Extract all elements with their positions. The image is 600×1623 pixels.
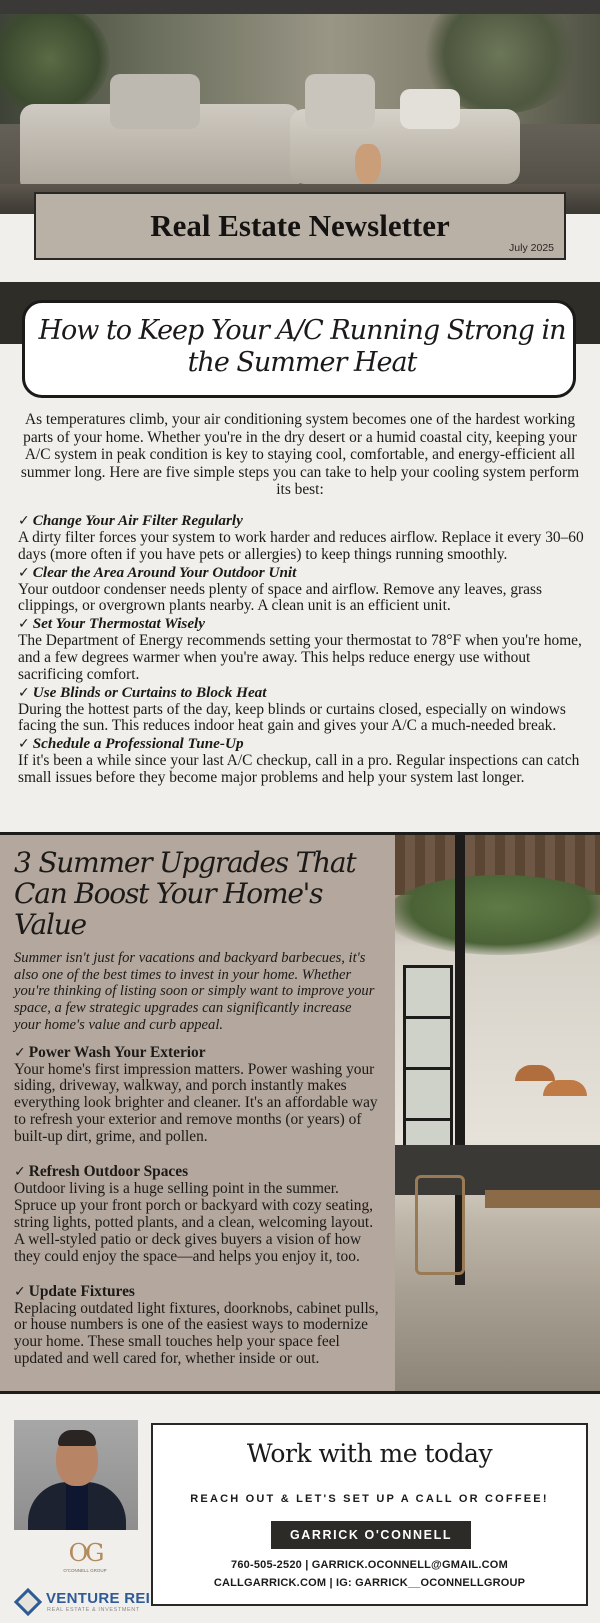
contact-subheading: REACH OUT & LET'S SET UP A CALL OR COFFEE! (190, 1493, 549, 1505)
checkmark-icon: ✓ (18, 616, 30, 633)
article2-title: 3 Summer Upgrades That Can Boost Your Home's Value (14, 846, 356, 941)
article1-intro: As temperatures climb, your air conditioning system becomes one of the hardest working parts of your home. Whether you're in the dry desert or a humid coastal city, keeping your A/C system in peak condition is key to staying cool, comfortable, and energy-efficient all summer long. Here are five simple steps you can take to help your cooling system perform its best: (20, 411, 580, 499)
tip-text: The Department of Energy recommends setting your thermostat to 78°F when you're home, and a few degrees warmer when you're away. This helps reduce energy use without sacrificing comfort. (18, 632, 582, 683)
tip-heading: Clear the Area Around Your Outdoor Unit (32, 563, 297, 581)
agent-name-button[interactable]: GARRICK O'CONNELL (271, 1521, 471, 1549)
tip-text: Your outdoor condenser needs plenty of space and airflow. Remove any leaves, grass clippings, or overgrown plants nearby. A clean unit is an efficient unit. (18, 580, 542, 615)
ac-tips-list (18, 512, 584, 787)
contact-phone-email[interactable]: 760-505-2520 | GARRICK.OCONNELL@GMAIL.COM (231, 1559, 508, 1571)
venture-rei-logo (18, 1590, 163, 1618)
og-logo-text: O'CONNELL GROUP (63, 1568, 107, 1573)
checkmark-icon: ✓ (18, 684, 30, 701)
upgrade-text: Outdoor living is a huge selling point in the summer. Spruce up your front porch or backyard with cozy seating, string lights, potted plants, and a clean, welcoming layout. A well-styled patio or deck gives buyers a vision of how they could enjoy the space—and helps you enjoy it, too. (14, 1180, 374, 1265)
diamond-logo-icon (14, 1588, 42, 1616)
newsletter-title-box (34, 192, 566, 260)
checkmark-icon: ✓ (18, 513, 30, 529)
section-divider (0, 1391, 600, 1394)
checkmark-icon: ✓ (14, 1283, 26, 1300)
issue-date: July 2025 (509, 242, 554, 254)
checkmark-icon: ✓ (14, 1044, 26, 1061)
contact-card (151, 1423, 588, 1606)
newsletter-title: Real Estate Newsletter (150, 208, 450, 243)
oconnell-group-logo (60, 1538, 110, 1584)
checkmark-icon: ✓ (18, 736, 30, 753)
tip-heading: Use Blinds or Curtains to Block Heat (32, 683, 267, 701)
dining-room-photo (395, 835, 600, 1391)
upgrade-heading: Refresh Outdoor Spaces (28, 1163, 189, 1181)
article2-text-column (14, 847, 379, 1385)
checkmark-icon: ✓ (14, 1164, 26, 1181)
tip-item (18, 684, 584, 736)
article1-title: How to Keep Your A/C Running Strong in the Summer Heat (38, 315, 566, 378)
tip-item (18, 512, 584, 564)
tip-text: A dirty filter forces your system to work harder and reduces airflow. Replace it every 30–60 days (more often if you have pets or allergies) to keep things running smoothly. (18, 529, 584, 563)
tip-item (18, 615, 584, 683)
checkmark-icon: ✓ (18, 564, 30, 581)
upgrade-heading: Power Wash Your Exterior (28, 1043, 206, 1061)
tip-item (18, 564, 584, 616)
tip-item (18, 735, 584, 787)
upgrade-text: Your home's first impression matters. Power washing your siding, driveway, walkway, and porch instantly makes everything look brighter and cleaner. It's an affordable way to refresh your exterior and remove months (or years) of built-up dirt, grime, and pollen. (14, 1060, 378, 1146)
og-monogram: OG (68, 1539, 102, 1567)
hero-patio-photo (0, 14, 600, 214)
brokerage-name: VENTURE REI (46, 1590, 151, 1607)
tip-text: If it's been a while since your last A/C checkup, call in a pro. Regular inspections can catch small issues before they become major problems and help your system last longer. (18, 752, 580, 786)
article1-title-box (22, 300, 576, 398)
tip-heading: Schedule a Professional Tune-Up (32, 735, 244, 753)
upgrade-heading: Update Fixtures (28, 1282, 135, 1300)
contact-heading: Work with me today (246, 1439, 493, 1468)
article2-lead: Summer isn't just for vacations and backyard barbecues, it's also one of the best times to invest in your home. Whether you're thinking of listing soon or simply want to improve your space, a few strategic upgrades can significantly increase your home's value and curb appeal. (14, 950, 375, 1033)
agent-headshot (14, 1420, 138, 1530)
contact-web-instagram[interactable]: CALLGARRICK.COM | IG: GARRICK__OCONNELLGROUP (213, 1577, 526, 1589)
brokerage-tagline: REAL ESTATE & INVESTMENT (47, 1607, 140, 1613)
upgrade-text: Replacing outdated light fixtures, doorknobs, cabinet pulls, or house numbers is one of the easiest ways to modernize your home. These small touches help your space feel updated and well cared for, whether inside or out. (14, 1299, 379, 1368)
tip-text: During the hottest parts of the day, keep blinds or curtains closed, especially on windows facing the sun. This reduces indoor heat gain and gives your A/C a much-needed break. (18, 700, 566, 735)
tip-heading: Change Your Air Filter Regularly (32, 512, 243, 529)
top-bar (0, 0, 600, 14)
tip-heading: Set Your Thermostat Wisely (32, 615, 206, 633)
article2-section (0, 835, 600, 1391)
